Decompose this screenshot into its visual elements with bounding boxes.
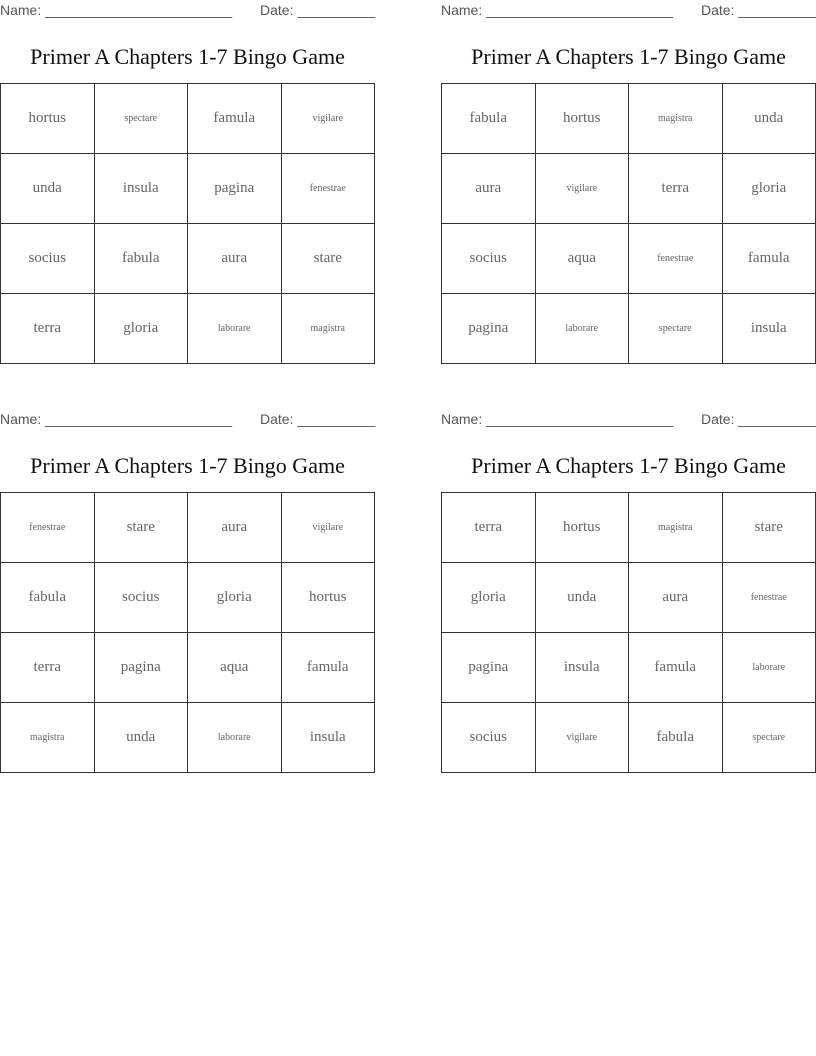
card-title: Primer A Chapters 1-7 Bingo Game — [471, 44, 786, 69]
bingo-cell: famula — [282, 633, 376, 703]
bingo-cell: laborare — [536, 294, 630, 364]
bingo-cell: gloria — [95, 294, 189, 364]
bingo-cell: vigilare — [282, 84, 376, 154]
bingo-cell: magistra — [629, 493, 723, 563]
date-field-label: Date: __________ — [701, 2, 816, 18]
bingo-cell: aura — [629, 563, 723, 633]
card-title: Primer A Chapters 1-7 Bingo Game — [30, 44, 345, 69]
bingo-cell: vigilare — [536, 703, 630, 773]
bingo-cell: fenestrae — [282, 154, 376, 224]
name-date-line — [441, 0, 816, 20]
bingo-cell: unda — [95, 703, 189, 773]
bingo-cell: gloria — [188, 563, 282, 633]
bingo-cell: laborare — [188, 703, 282, 773]
name-field-label: Name: ________________________ — [0, 411, 232, 427]
bingo-cell: socius — [95, 563, 189, 633]
bingo-cell: gloria — [723, 154, 816, 224]
bingo-cell: fenestrae — [723, 563, 816, 633]
bingo-cell: famula — [723, 224, 816, 294]
bingo-cell: unda — [1, 154, 95, 224]
bingo-cell: fabula — [629, 703, 723, 773]
name-date-line — [441, 409, 816, 429]
bingo-cell: hortus — [536, 493, 630, 563]
bingo-card-3 — [0, 409, 375, 773]
bingo-grid — [0, 492, 375, 773]
bingo-cell: gloria — [442, 563, 536, 633]
bingo-cell: pagina — [95, 633, 189, 703]
card-title: Primer A Chapters 1-7 Bingo Game — [30, 453, 345, 478]
bingo-cell: hortus — [282, 563, 376, 633]
name-field-label: Name: ________________________ — [441, 411, 673, 427]
bingo-cell: terra — [1, 633, 95, 703]
bingo-cell: pagina — [188, 154, 282, 224]
date-field-label: Date: __________ — [260, 2, 376, 18]
bingo-cell: insula — [723, 294, 816, 364]
bingo-cell: spectare — [723, 703, 816, 773]
bingo-cell: spectare — [95, 84, 189, 154]
bingo-card-1 — [0, 0, 375, 364]
bingo-cell: pagina — [442, 294, 536, 364]
bingo-cell: spectare — [629, 294, 723, 364]
bingo-card-2 — [441, 0, 816, 364]
bingo-cell: fabula — [95, 224, 189, 294]
bingo-cell: fabula — [442, 84, 536, 154]
bingo-grid — [0, 83, 375, 364]
bingo-cell: aqua — [536, 224, 630, 294]
bingo-cell: famula — [188, 84, 282, 154]
bingo-cell: socius — [442, 224, 536, 294]
card-title: Primer A Chapters 1-7 Bingo Game — [471, 453, 786, 478]
bingo-cell: vigilare — [282, 493, 376, 563]
bingo-cell: fabula — [1, 563, 95, 633]
bingo-grid — [441, 83, 816, 364]
bingo-cell: unda — [536, 563, 630, 633]
bingo-cell: hortus — [536, 84, 630, 154]
bingo-cell: laborare — [188, 294, 282, 364]
bingo-cell: fenestrae — [629, 224, 723, 294]
bingo-cell: laborare — [723, 633, 816, 703]
date-field-label: Date: __________ — [701, 411, 816, 427]
bingo-cell: stare — [723, 493, 816, 563]
bingo-cell: socius — [1, 224, 95, 294]
bingo-cell: hortus — [1, 84, 95, 154]
bingo-cell: magistra — [1, 703, 95, 773]
bingo-cell: insula — [95, 154, 189, 224]
date-field-label: Date: __________ — [260, 411, 376, 427]
bingo-cell: vigilare — [536, 154, 630, 224]
name-date-line — [0, 0, 375, 20]
bingo-cell: magistra — [629, 84, 723, 154]
bingo-cell: terra — [1, 294, 95, 364]
bingo-cell: terra — [629, 154, 723, 224]
name-date-line — [0, 409, 375, 429]
bingo-cell: aura — [188, 493, 282, 563]
bingo-cell: insula — [282, 703, 376, 773]
bingo-grid — [441, 492, 816, 773]
bingo-cell: magistra — [282, 294, 376, 364]
bingo-card-4 — [441, 409, 816, 773]
bingo-cell: unda — [723, 84, 816, 154]
bingo-cell: aura — [188, 224, 282, 294]
bingo-cell: insula — [536, 633, 630, 703]
bingo-cell: famula — [629, 633, 723, 703]
bingo-cell: socius — [442, 703, 536, 773]
bingo-cell: aura — [442, 154, 536, 224]
bingo-cell: pagina — [442, 633, 536, 703]
name-field-label: Name: ________________________ — [441, 2, 673, 18]
name-field-label: Name: ________________________ — [0, 2, 232, 18]
bingo-cell: fenestrae — [1, 493, 95, 563]
bingo-cell: aqua — [188, 633, 282, 703]
bingo-cell: terra — [442, 493, 536, 563]
bingo-cell: stare — [282, 224, 376, 294]
bingo-cell: stare — [95, 493, 189, 563]
